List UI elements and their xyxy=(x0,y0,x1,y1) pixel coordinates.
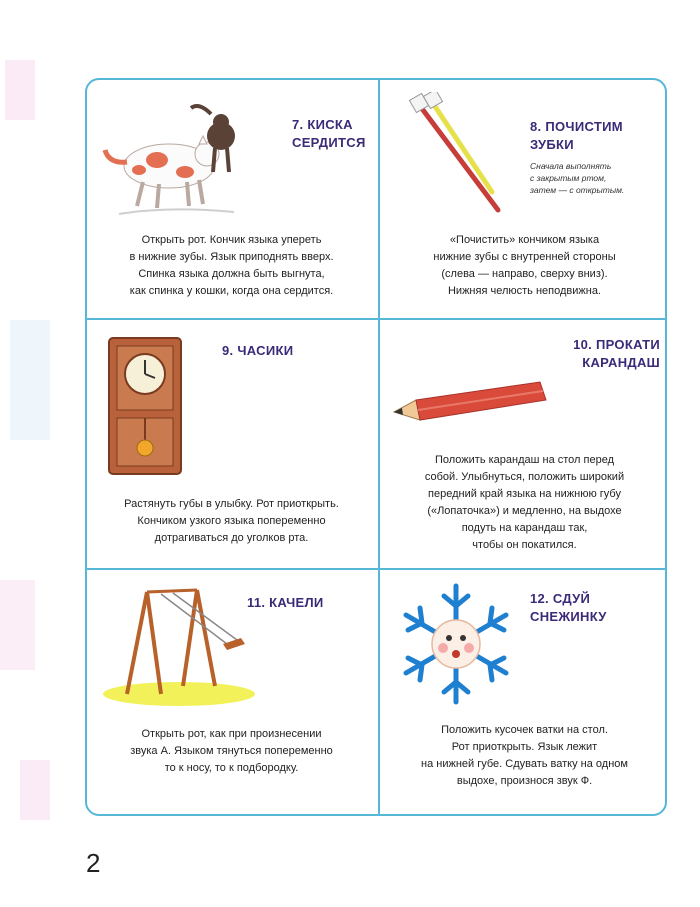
description-line: Рот приоткрыть. Язык лежит xyxy=(451,741,598,753)
description-line: Растянуть губы в улыбку. Рот приоткрыть. xyxy=(124,498,339,510)
pencil-illustration xyxy=(390,380,550,430)
title-line: ЗУБКИ xyxy=(530,137,574,152)
note-line: с закрытым ртом, xyxy=(530,173,607,183)
exercise-title xyxy=(530,118,623,154)
description-line: («Лопаточка») и медленно, на выдохе xyxy=(427,505,622,517)
description-line: как спинка у кошки, когда она сердится. xyxy=(129,285,334,297)
title-line: 9. ЧАСИКИ xyxy=(222,343,294,358)
description-line: Положить кусочек ватки на стол. xyxy=(441,724,608,736)
title-line: 8. ПОЧИСТИМ xyxy=(530,119,623,134)
clock-illustration xyxy=(105,334,185,479)
background-decoration xyxy=(0,60,70,820)
description-line: нижние зубы с внутренней стороны xyxy=(433,251,616,263)
exercise-title xyxy=(550,336,660,372)
exercise-description xyxy=(380,232,669,300)
exercise-note xyxy=(530,160,624,196)
description-line: Открыть рот, как при произнесении xyxy=(141,728,322,740)
exercise-11 xyxy=(87,570,376,814)
description-line: чтобы он покатился. xyxy=(472,539,577,551)
description-line: дотрагиваться до уголков рта. xyxy=(154,532,309,544)
exercise-7 xyxy=(87,80,376,324)
description-line: Положить карандаш на стол перед xyxy=(434,454,615,466)
description-line: Нижняя челюсть неподвижна. xyxy=(447,285,601,297)
swing-illustration xyxy=(99,582,259,712)
description-line: выдохе, произнося звук Ф. xyxy=(456,775,593,787)
description-line: Спинка языка должна быть выгнута, xyxy=(138,268,325,280)
title-line: 7. КИСКА xyxy=(292,117,353,132)
exercise-title xyxy=(222,342,293,360)
title-line: СНЕЖИНКУ xyxy=(530,609,607,624)
snowflake-illustration xyxy=(394,582,518,706)
title-line: 10. ПРОКАТИ xyxy=(573,337,660,352)
exercise-description xyxy=(87,726,376,777)
description-line: Кончиком узкого языка попеременно xyxy=(137,515,326,527)
note-line: затем — с открытым. xyxy=(530,185,625,195)
exercise-title xyxy=(530,590,607,626)
description-line: (слева — направо, сверху вниз). xyxy=(441,268,608,280)
description-line: передний край языка на нижнюю губу xyxy=(428,488,621,500)
title-line: КАРАНДАШ xyxy=(582,355,660,370)
exercise-8 xyxy=(380,80,669,324)
page-number: 2 xyxy=(86,848,101,878)
title-line: СЕРДИТСЯ xyxy=(292,135,366,150)
exercise-title xyxy=(292,116,366,152)
description-line: «Почистить» кончиком языка xyxy=(449,234,600,246)
cat-illustration xyxy=(99,94,239,224)
exercise-description xyxy=(87,232,376,300)
description-line: то к носу, то к подбородку. xyxy=(164,762,299,774)
toothbrush-illustration xyxy=(402,92,512,224)
exercise-description xyxy=(380,722,669,790)
exercise-description xyxy=(380,452,669,554)
description-line: подуть на карандаш так, xyxy=(461,522,588,534)
note-line: Сначала выполнять xyxy=(530,161,612,171)
description-line: в нижние зубы. Язык приподнять вверх. xyxy=(129,251,334,263)
description-line: звука А. Языком тянуться попеременно xyxy=(130,745,333,757)
exercise-9 xyxy=(87,320,376,564)
description-line: на нижней губе. Сдувать ватку на одном xyxy=(421,758,628,770)
exercise-description xyxy=(87,496,376,547)
exercise-10 xyxy=(380,320,669,564)
description-line: собой. Улыбнуться, положить широкий xyxy=(424,471,625,483)
title-line: 12. СДУЙ xyxy=(530,591,591,606)
exercise-card-grid xyxy=(85,78,667,816)
title-line: 11. КАЧЕЛИ xyxy=(247,595,324,610)
exercise-title xyxy=(247,594,324,612)
description-line: Открыть рот. Кончик языка упереть xyxy=(141,234,322,246)
exercise-12 xyxy=(380,570,669,814)
